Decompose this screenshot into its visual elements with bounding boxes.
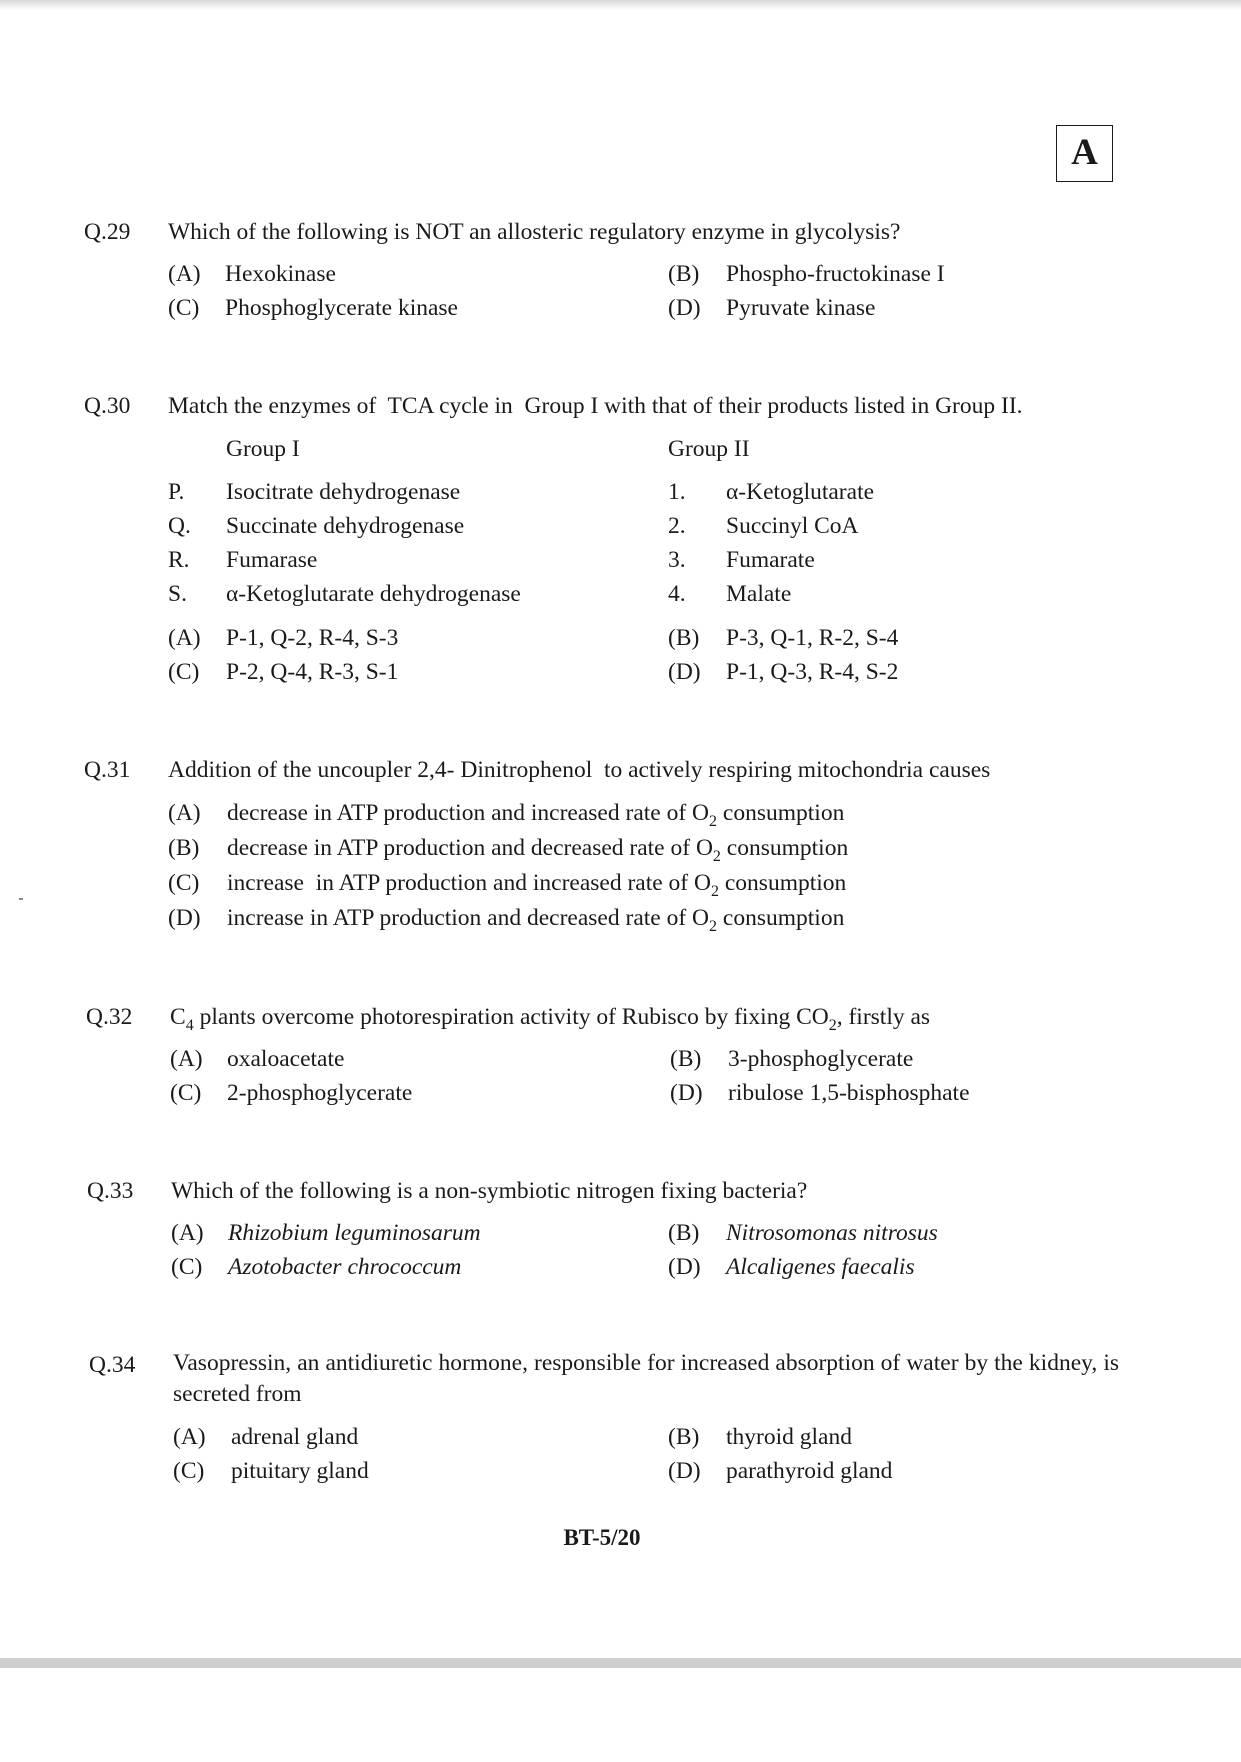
- option-text: 2-phosphoglycerate: [227, 1080, 413, 1106]
- option-text: P-1, Q-3, R-4, S-2: [726, 659, 899, 685]
- group-2-item: Malate: [726, 581, 792, 607]
- option-text: Alcaligenes faecalis: [726, 1254, 915, 1280]
- group-2-label: 1.: [668, 479, 686, 505]
- oxygen-symbol: O: [694, 870, 711, 896]
- option-label: (B): [670, 1046, 702, 1072]
- option-text-start: increase in ATP production and decreased rate of: [227, 905, 693, 931]
- option-text: P-1, Q-2, R-4, S-3: [226, 625, 399, 651]
- group-1-item: Succinate dehydrogenase: [226, 513, 465, 539]
- option-label: (D): [668, 659, 701, 685]
- option-row: [173, 1423, 1133, 1453]
- question-text: [170, 1003, 1128, 1034]
- group-2-label: 2.: [668, 513, 686, 539]
- question-text: Match the enzymes of TCA cycle in Group I with that of their products listed in Group II.: [168, 393, 1023, 419]
- option-label: (C): [168, 870, 200, 896]
- option-text-start: decrease in ATP production and decreased rate of: [227, 835, 696, 861]
- option-label: (D): [668, 295, 701, 321]
- set-code-label: A: [1071, 132, 1098, 174]
- group-2-item: Fumarate: [726, 547, 815, 573]
- question-number: Q.32: [86, 1004, 133, 1030]
- option-label: (C): [168, 295, 200, 321]
- page-footer: [0, 1524, 1204, 1552]
- scan-shadow-top: [0, 0, 1241, 10]
- option-c[interactable]: [168, 869, 1128, 899]
- option-text: thyroid gland: [726, 1424, 852, 1450]
- group-2-item: α-Ketoglutarate: [726, 479, 875, 505]
- option-text: P-3, Q-1, R-2, S-4: [726, 625, 899, 651]
- carbon-symbol: C: [170, 1004, 186, 1030]
- oxygen-symbol: O: [692, 800, 710, 826]
- oxygen-subscript: 2: [709, 813, 718, 830]
- question-number: Q.34: [89, 1352, 136, 1378]
- option-row: [168, 658, 1128, 688]
- group-1-item: Fumarase: [226, 547, 318, 573]
- option-label: (A): [168, 261, 201, 287]
- group-1-label: Q.: [168, 513, 191, 539]
- option-text-start: increase in ATP production and increased rate of: [227, 870, 695, 896]
- oxygen-symbol: O: [695, 835, 713, 861]
- option-text: oxaloacetate: [227, 1046, 345, 1072]
- option-label: (C): [171, 1254, 203, 1280]
- option-text: 3-phosphoglycerate: [728, 1046, 914, 1072]
- option-text: Rhizobium leguminosarum: [228, 1220, 481, 1246]
- group-1-label: R.: [168, 547, 190, 573]
- option-d[interactable]: [168, 904, 1128, 934]
- scan-speck: [19, 898, 23, 900]
- option-text-end: consumption: [717, 800, 845, 826]
- group-2-item: Succinyl CoA: [726, 513, 859, 539]
- option-label: (B): [668, 1220, 700, 1246]
- scan-shadow-bottom: [0, 1658, 1241, 1762]
- option-label: (A): [168, 625, 201, 651]
- option-text: parathyroid gland: [726, 1458, 893, 1484]
- option-label: (C): [173, 1458, 205, 1484]
- group-header-row: [168, 435, 1128, 465]
- match-row: [168, 512, 1128, 542]
- option-row: [171, 1219, 1131, 1249]
- co2-subscript: 2: [828, 1017, 837, 1034]
- option-row: [170, 1079, 1130, 1109]
- option-label: (A): [170, 1046, 203, 1072]
- question-number: Q.31: [84, 757, 131, 783]
- group-2-label: 4.: [668, 581, 686, 607]
- group-1-label: S.: [168, 581, 187, 607]
- option-label: (B): [668, 1424, 700, 1450]
- option-text: Phosphoglycerate kinase: [225, 295, 458, 321]
- option-label: (A): [173, 1424, 206, 1450]
- option-label: (C): [168, 659, 200, 685]
- option-text: [227, 904, 845, 935]
- question-text: Which of the following is NOT an allosteric regulatory enzyme in glycolysis?: [168, 219, 901, 245]
- option-text: Phospho-fructokinase I: [726, 261, 945, 287]
- option-text: Hexokinase: [225, 261, 336, 287]
- option-text: [227, 834, 849, 865]
- oxygen-subscript: 2: [711, 883, 719, 900]
- group-1-item: α-Ketoglutarate dehydrogenase: [226, 581, 521, 607]
- option-label: (B): [668, 261, 700, 287]
- option-b[interactable]: [168, 834, 1128, 864]
- option-row: [168, 624, 1128, 654]
- option-text: P-2, Q-4, R-3, S-1: [226, 659, 399, 685]
- group-1-title: Group I: [226, 436, 300, 462]
- option-row: [168, 294, 1128, 324]
- question-number: Q.33: [87, 1178, 134, 1204]
- group-2-title: Group II: [668, 436, 750, 462]
- option-text: Azotobacter chrococcum: [228, 1254, 462, 1280]
- option-label: (D): [168, 905, 201, 931]
- option-text: pituitary gland: [231, 1458, 369, 1484]
- option-text: Nitrosomonas nitrosus: [726, 1220, 938, 1246]
- match-row: [168, 546, 1128, 576]
- question-text: Which of the following is a non-symbiotic nitrogen fixing bacteria?: [171, 1178, 808, 1204]
- match-row: [168, 478, 1128, 508]
- group-1-label: P.: [168, 479, 185, 505]
- option-row: [173, 1457, 1133, 1487]
- question-text-main: plants overcome photorespiration activity of Rubisco by fixing CO: [193, 1004, 829, 1030]
- option-text-end: consumption: [720, 835, 849, 861]
- group-2-label: 3.: [668, 547, 686, 573]
- option-label: (D): [668, 1254, 701, 1280]
- option-text: [227, 869, 847, 900]
- question-number: Q.29: [84, 219, 131, 245]
- option-label: (D): [668, 1458, 701, 1484]
- option-a[interactable]: [168, 799, 1128, 829]
- carbon-subscript: 4: [185, 1017, 194, 1034]
- option-row: [171, 1253, 1131, 1283]
- group-1-item: Isocitrate dehydrogenase: [226, 479, 461, 505]
- option-text-end: consumption: [719, 870, 847, 896]
- oxygen-symbol: O: [692, 905, 710, 931]
- option-label: (A): [171, 1220, 204, 1246]
- option-text: Pyruvate kinase: [726, 295, 876, 321]
- oxygen-subscript: 2: [709, 918, 718, 935]
- question-text: Addition of the uncoupler 2,4- Dinitrophenol to actively respiring mitochondria causes: [168, 757, 991, 783]
- question-number: Q.30: [84, 393, 131, 419]
- option-row: [168, 260, 1128, 290]
- option-text-start: decrease in ATP production and increased rate of: [227, 800, 693, 826]
- option-label: (B): [668, 625, 700, 651]
- page-code: BT-5/20: [563, 1525, 641, 1550]
- option-text: ribulose 1,5-bisphosphate: [728, 1080, 970, 1106]
- question-text-end: , firstly as: [836, 1004, 931, 1030]
- option-text-end: consumption: [717, 905, 845, 931]
- option-label: (B): [168, 835, 200, 861]
- oxygen-subscript: 2: [712, 848, 721, 865]
- option-text: adrenal gland: [231, 1424, 359, 1450]
- match-row: [168, 580, 1128, 610]
- option-label: (D): [670, 1080, 703, 1106]
- option-text: [227, 799, 845, 830]
- option-label: (A): [168, 800, 201, 826]
- option-label: (C): [170, 1080, 202, 1106]
- question-text: Vasopressin, an antidiuretic hormone, responsible for increased absorption of water by the kidney, is secreted from: [173, 1350, 1119, 1407]
- question-set-code: [1056, 125, 1113, 182]
- option-row: [170, 1045, 1130, 1075]
